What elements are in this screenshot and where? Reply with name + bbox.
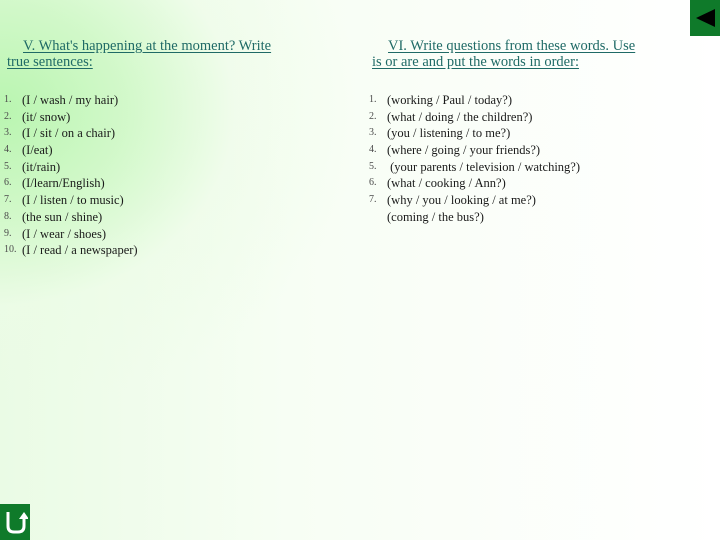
section-v-heading (7, 38, 271, 70)
section-vi-title-line2: is or are and put the words in order: (372, 54, 579, 70)
item-text-line1: (why / you / looking / at me?) (387, 193, 536, 208)
item-number: 5. (4, 160, 12, 172)
item-number: 4. (369, 144, 377, 156)
item-number: 7. (4, 194, 12, 206)
section-vi-heading (372, 38, 635, 70)
item-text: (what / doing / the children?) (387, 109, 533, 124)
previous-slide-button[interactable] (690, 0, 720, 36)
item-number: 1. (369, 94, 377, 105)
item-number: 2. (369, 110, 377, 122)
item-text: (I / wash / my hair) (22, 93, 119, 107)
item-text: (you / listening / to me?) (387, 126, 511, 141)
item-number: 6. (369, 177, 377, 189)
item-number: 10. (4, 244, 17, 256)
item-number: 3. (369, 127, 377, 139)
item-text: (your parents / television / watching?) (387, 159, 580, 174)
item-number: 9. (4, 227, 12, 239)
item-number: 4. (4, 144, 12, 156)
item-number: 5. (369, 160, 377, 172)
item-text-line2: (coming / the bus?) (387, 209, 484, 224)
return-arrow-icon (2, 508, 28, 536)
item-text: (I / wear / shoes) (22, 226, 106, 241)
item-number: 1. (4, 94, 12, 105)
item-text: (working / Paul / today?) (387, 93, 512, 107)
item-number: 3. (4, 127, 12, 139)
item-text (387, 192, 536, 225)
item-text: (what / cooking / Ann?) (387, 176, 506, 191)
section-v-title-line1: V. What's happening at the moment? Write (23, 38, 272, 54)
item-text: (I/eat) (22, 143, 53, 158)
item-text: (I / listen / to music) (22, 193, 124, 208)
item-text: (it/rain) (22, 159, 61, 174)
item-number: 8. (4, 210, 12, 222)
section-v-title-line2: true sentences: (7, 54, 93, 70)
section-vi-title-line1: VI. Write questions from these words. Use (388, 38, 636, 54)
item-text: (it/ snow) (22, 109, 71, 124)
return-button[interactable] (0, 504, 30, 540)
item-number: 2. (4, 110, 12, 122)
item-number: 7. (369, 194, 377, 206)
item-text: (the sun / shine) (22, 209, 103, 224)
item-text: (I / sit / on a chair) (22, 126, 116, 141)
item-text: (I/learn/English) (22, 176, 105, 191)
item-text: (I / read / a newspaper) (22, 243, 138, 258)
item-text: (where / going / your friends?) (387, 143, 541, 158)
item-number: 6. (4, 177, 12, 189)
triangle-left-icon (693, 7, 717, 29)
